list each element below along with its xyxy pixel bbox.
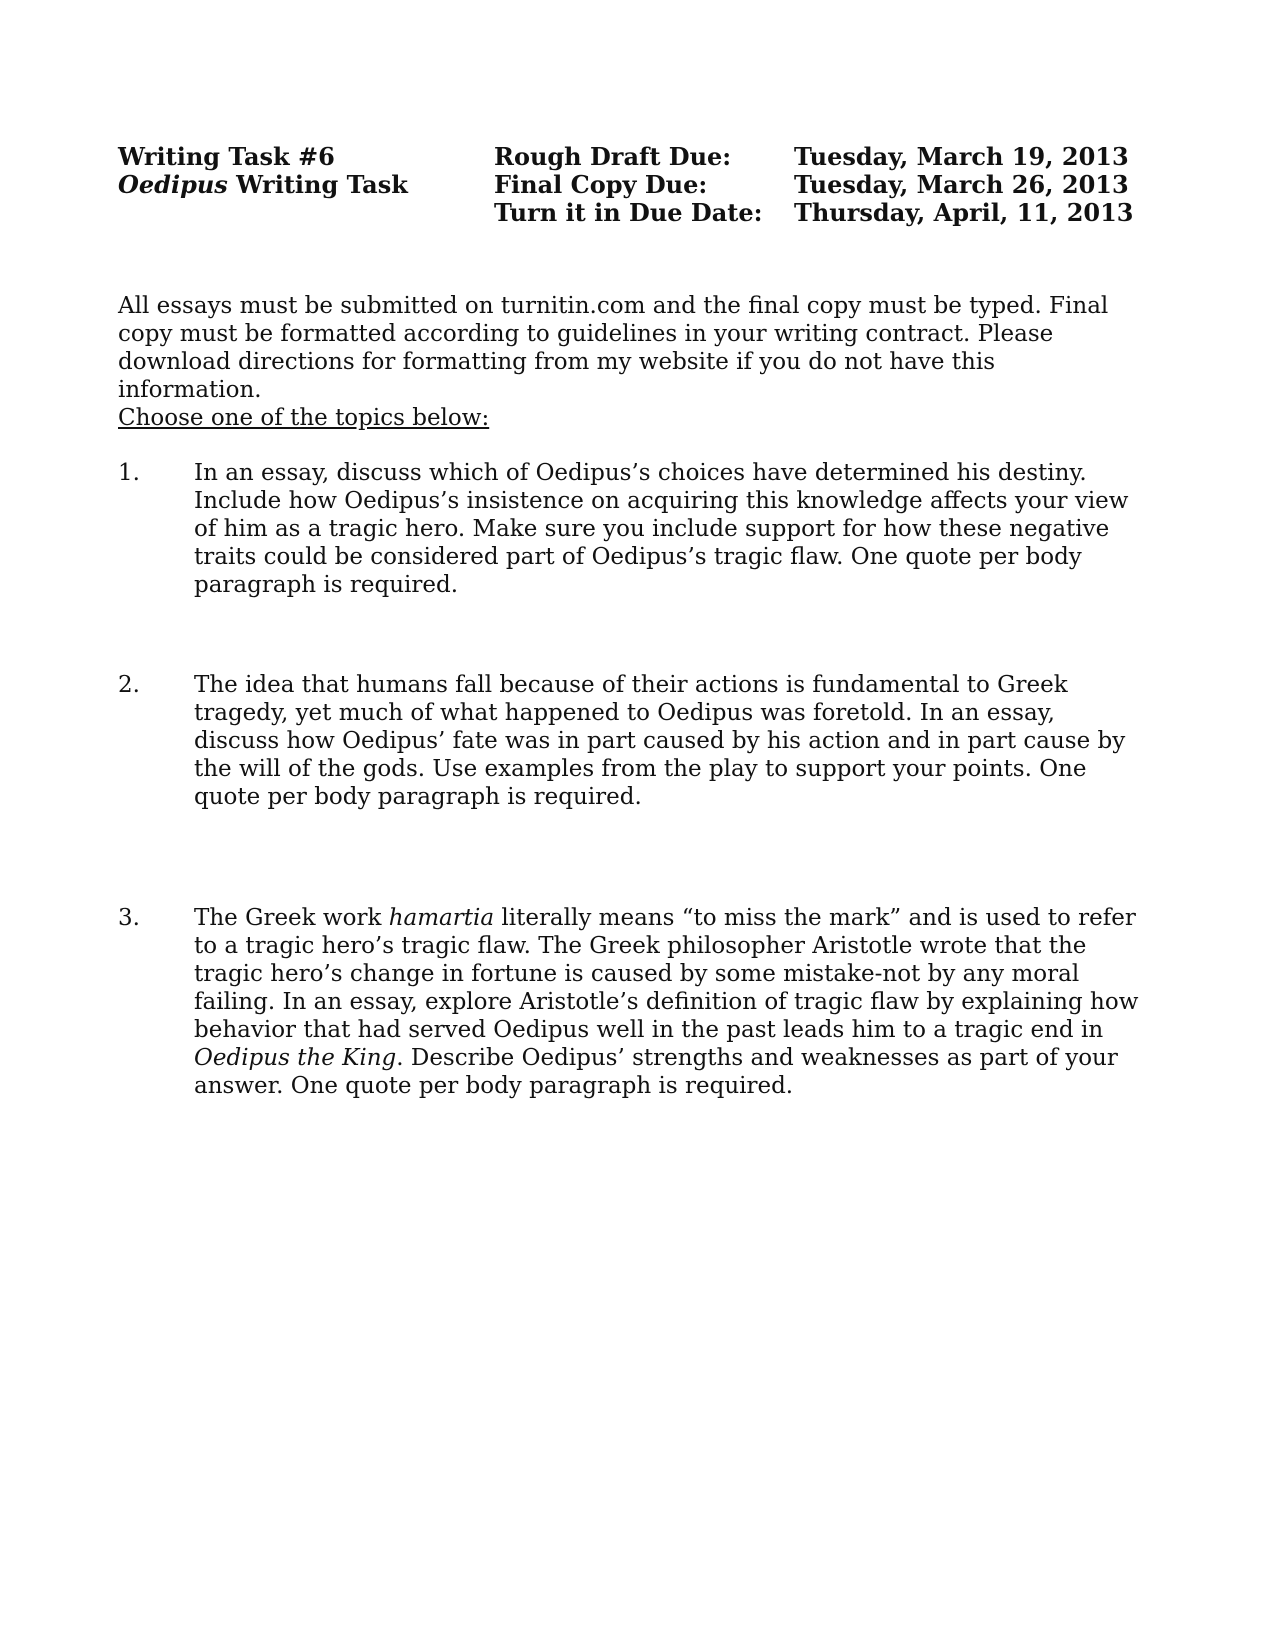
topic-text: In an essay, discuss which of Oedipus’s choices have determined his destiny. Include how Oedipus’s insistence on acquiring this knowledge affects your view of him as a tragic hero. Make sure you include support for how these negative traits could be considered part of Oedipus’s tragic flaw. One quote per body paragraph is required.: [194, 460, 1129, 598]
final-copy-date: Tuesday, March 26, 2013: [794, 170, 1129, 199]
topic-term-italic: hamartia: [388, 905, 495, 931]
task-name: [118, 171, 478, 199]
rough-draft-date: Tuesday, March 19, 2013: [794, 142, 1129, 171]
due-date-column: [794, 142, 1134, 227]
task-title-column: [118, 143, 478, 199]
choose-topic-heading: Choose one of the topics below:: [118, 405, 490, 431]
topic-number: 3.: [118, 905, 140, 931]
rough-draft-label: Rough Draft Due:: [494, 142, 732, 171]
topic-text-part: literally means “to miss the mark” and is used to refer to a tragic hero’s tragic flaw. The Greek philosopher Aristotle wrote that the tragic hero’s change in fortune is caused by some mistake-not by any moral failing. In an essay, explore Aristotle’s definition of tragic flaw by explaining how behavior that had served Oedipus well in the past leads him to a tragic end in: [194, 905, 1139, 1043]
topic-text-part: The Greek work: [194, 905, 389, 931]
topic-number: 2.: [118, 672, 140, 698]
due-label-column: [494, 143, 784, 227]
task-number: Writing Task #6: [118, 142, 335, 171]
play-title-italic: Oedipus the King: [194, 1045, 397, 1071]
turnitin-date: Thursday, April, 11, 2013: [794, 198, 1134, 227]
turnitin-label: Turn it in Due Date:: [494, 198, 763, 227]
task-name-rest: Writing Task: [227, 170, 408, 199]
submission-instructions: All essays must be submitted on turnitin.com and the final copy must be typed. Final copy must be formatted according to guidelines in your writing contract. Please download directions for formatting from my website if you do not have this information.: [118, 293, 1109, 403]
topic-text: The idea that humans fall because of their actions is fundamental to Greek tragedy, yet much of what happened to Oedipus was foretold. In an essay, discuss how Oedipus’ fate was in part caused by his action and in part cause by the will of the gods. Use examples from the play to support your points. One quote per body paragraph is required.: [194, 672, 1126, 810]
task-name-italic: Oedipus: [118, 170, 228, 199]
topic-text-part: . Describe Oedipus’ strengths and weaknesses as part of your answer. One quote per body paragraph is required.: [194, 1045, 1118, 1099]
topic-number: 1.: [118, 460, 140, 486]
topic-text: [194, 904, 1144, 1100]
final-copy-label: Final Copy Due:: [494, 170, 708, 199]
